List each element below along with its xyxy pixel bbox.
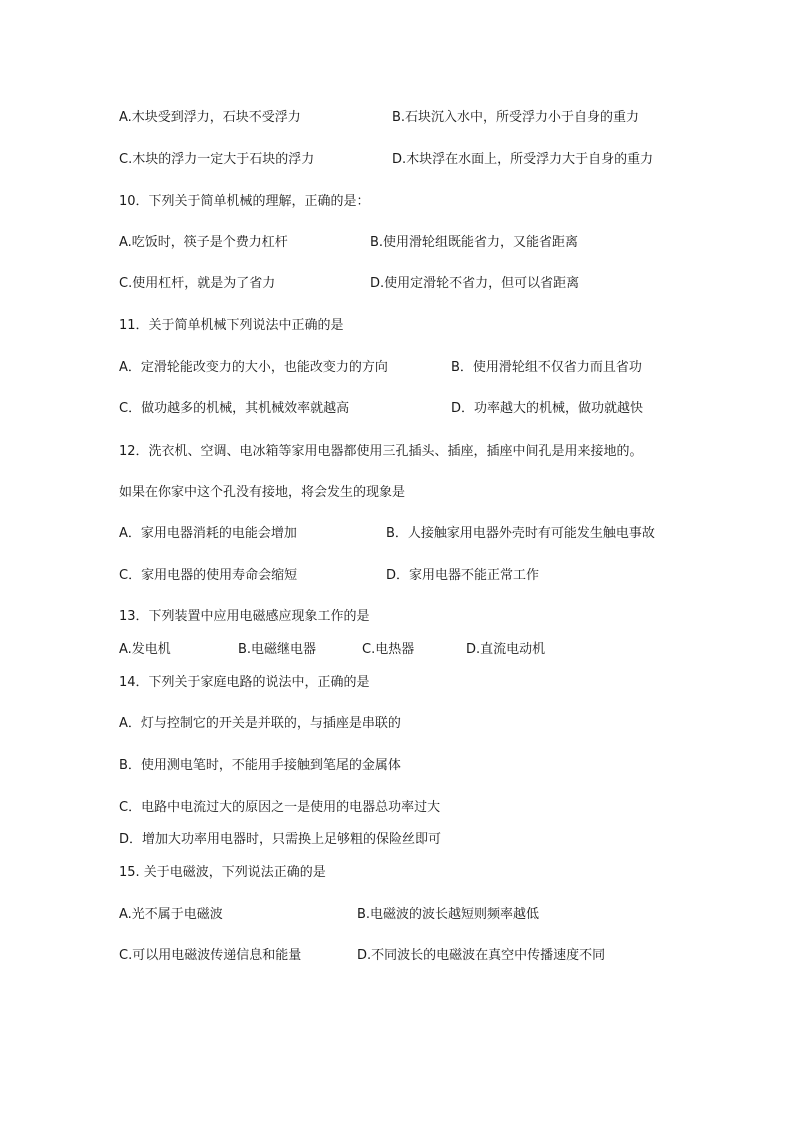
q10-option-c: C.使用杠杆，就是为了省力 <box>119 276 276 291</box>
q14-stem: 14．下列关于家庭电路的说法中，正确的是 <box>119 675 370 690</box>
q11-option-c: C．做功越多的机械，其机械效率就越高 <box>119 401 350 416</box>
q9-option-c: C.木块的浮力一定大于石块的浮力 <box>119 152 315 167</box>
q12-stem-continued: 如果在你家中这个孔没有接地，将会发生的现象是 <box>119 485 406 500</box>
q10-stem: 10．下列关于简单机械的理解，正确的是： <box>119 194 370 209</box>
q10-option-d: D.使用定滑轮不省力，但可以省距离 <box>370 276 580 291</box>
q14-option-c: C．电路中电流过大的原因之一是使用的电器总功率过大 <box>119 800 441 815</box>
q12-option-b: B．人接触家用电器外壳时有可能发生触电事故 <box>386 526 655 541</box>
q13-stem: 13．下列装置中应用电磁感应现象工作的是 <box>119 609 370 624</box>
q12-option-c: C．家用电器的使用寿命会缩短 <box>119 568 298 583</box>
q11-option-b: B．使用滑轮组不仅省力而且省功 <box>451 360 642 375</box>
q14-option-d: D．增加大功率用电器时，只需换上足够粗的保险丝即可 <box>119 832 442 847</box>
q12-option-a: A．家用电器消耗的电能会增加 <box>119 526 297 541</box>
q13-option-b: B.电磁继电器 <box>238 642 317 657</box>
q15-option-d: D.不同波长的电磁波在真空中传播速度不同 <box>357 948 606 963</box>
q12-option-d: D．家用电器不能正常工作 <box>386 568 540 583</box>
q11-stem: 11．关于简单机械下列说法中正确的是 <box>119 318 344 333</box>
q13-option-d: D.直流电动机 <box>466 642 546 657</box>
q14-option-a: A．灯与控制它的开关是并联的，与插座是串联的 <box>119 716 401 731</box>
q10-option-b: B.使用滑轮组既能省力，又能省距离 <box>370 235 579 250</box>
q15-option-a: A.光不属于电磁波 <box>119 907 223 922</box>
q15-option-b: B.电磁波的波长越短则频率越低 <box>357 907 540 922</box>
q9-option-a: A.木块受到浮力，石块不受浮力 <box>119 110 301 125</box>
q15-stem: 15. 关于电磁波，下列说法正确的是 <box>119 865 326 880</box>
q10-option-a: A.吃饭时，筷子是个费力杠杆 <box>119 235 288 250</box>
q13-option-c: C.电热器 <box>362 642 415 657</box>
q12-stem: 12．洗衣机、空调、电冰箱等家用电器都使用三孔插头、插座，插座中间孔是用来接地的。 <box>119 444 643 459</box>
q14-option-b: B．使用测电笔时，不能用手接触到笔尾的金属体 <box>119 758 401 773</box>
q9-option-b: B.石块沉入水中，所受浮力小于自身的重力 <box>392 110 640 125</box>
q11-option-d: D．功率越大的机械，做功就越快 <box>451 401 644 416</box>
q9-option-d: D.木块浮在水面上，所受浮力大于自身的重力 <box>392 152 654 167</box>
q15-option-c: C.可以用电磁波传递信息和能量 <box>119 948 302 963</box>
q13-option-a: A.发电机 <box>119 642 171 657</box>
q11-option-a: A．定滑轮能改变力的大小，也能改变力的方向 <box>119 360 388 375</box>
